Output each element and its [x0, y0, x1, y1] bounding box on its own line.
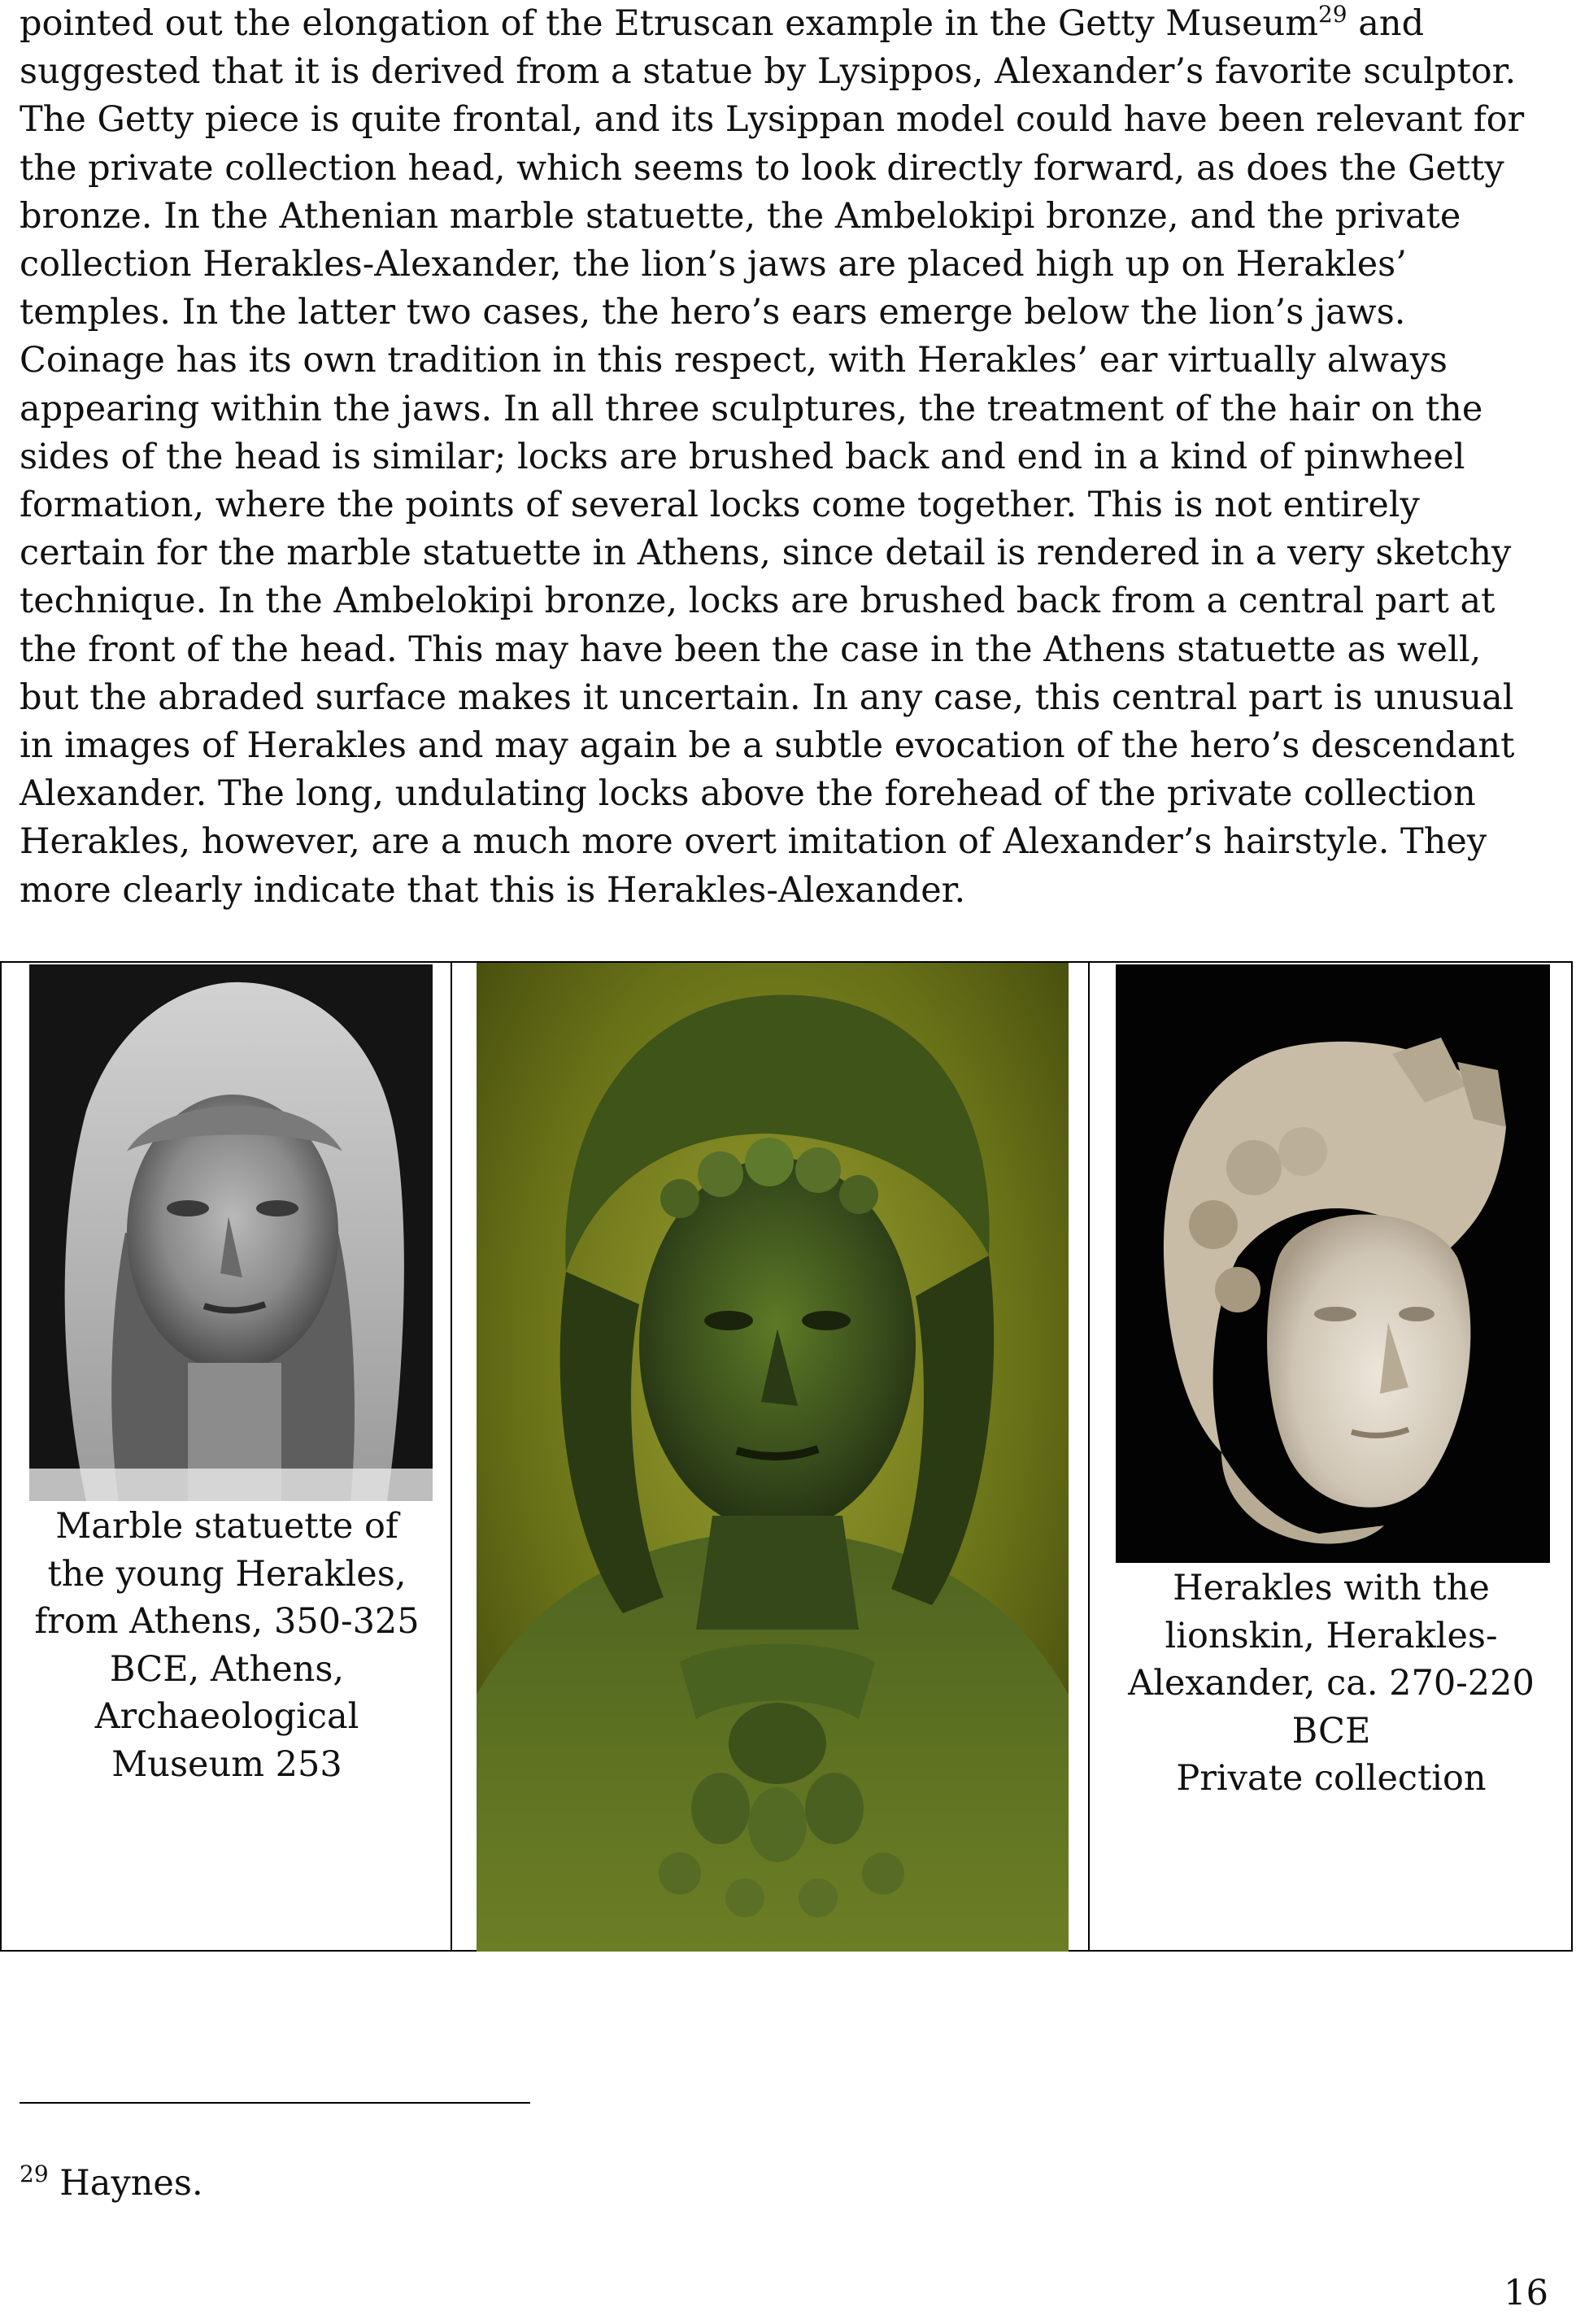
figure-table	[0, 961, 1573, 1952]
footnote	[20, 2159, 203, 2208]
body-line: collection Herakles-Alexander, the lion’s jaws are placed high up on Herakles’	[20, 244, 1407, 285]
body-line: technique. In the Ambelokipi bronze, locks are brushed back from a central part at	[20, 581, 1495, 622]
marble-statuette-image	[29, 964, 433, 1501]
footnote-reference[interactable]: 29	[1317, 1, 1347, 28]
herakles-alexander-image	[1116, 964, 1550, 1563]
herakles-alexander-photo	[1116, 964, 1550, 1563]
figure-cell-private-collection	[1090, 963, 1573, 1950]
bronze-herakles-photo	[477, 963, 1069, 1952]
body-line: pointed out the elongation of the Etruscan example in the Getty Museum$^{29}$ and	[20, 1, 1425, 44]
body-line: certain for the marble statuette in Athens, since detail is rendered in a very sketchy	[20, 533, 1512, 574]
page-number: 16	[1504, 2273, 1548, 2313]
body-line: The Getty piece is quite frontal, and its Lysippan model could have been relevant for	[20, 99, 1525, 141]
figure-cell-marble-statuette	[2, 963, 452, 1950]
footnote-text: Haynes.	[48, 2163, 203, 2204]
body-line: the front of the head. This may have been the case in the Athens statuette as well,	[20, 629, 1482, 670]
body-line: Alexander. The long, undulating locks above the forehead of the private collection	[20, 773, 1476, 815]
body-line: in images of Herakles and may again be a subtle evocation of the hero’s descendant	[20, 725, 1515, 767]
body-line: suggested that it is derived from a statue by Lysippos, Alexander’s favorite sculptor.	[20, 51, 1517, 93]
footnote-number: 29	[20, 2161, 49, 2187]
body-line: appearing within the jaws. In all three sculptures, the treatment of the hair on the	[20, 388, 1483, 429]
body-line: more clearly indicate that this is Herakles-Alexander.	[20, 869, 966, 911]
body-line: Herakles, however, are a much more overt imitation of Alexander’s hairstyle. They	[20, 821, 1487, 863]
marble-statuette-photo	[29, 964, 433, 1501]
footnote-separator	[20, 2102, 530, 2104]
body-line: Coinage has its own tradition in this respect, with Herakles’ ear virtually always	[20, 340, 1448, 381]
body-line: bronze. In the Athenian marble statuette, the Ambelokipi bronze, and the private	[20, 195, 1461, 237]
body-line: temples. In the latter two cases, the hero’s ears emerge below the lion’s jaws.	[20, 292, 1406, 333]
body-line: sides of the head is similar; locks are brushed back and end in a kind of pinwheel	[20, 436, 1465, 477]
body-line: the private collection head, which seems to look directly forward, as does the Getty	[20, 147, 1504, 189]
caption-private-collection: Herakles with the lionskin, Herakles- Alexander, ca. 270-220 BCE Private collection	[1128, 1568, 1535, 1799]
figure-cell-bronze	[452, 963, 1090, 1950]
body-paragraph	[20, 0, 1548, 915]
body-line: formation, where the points of several locks come together. This is not entirely	[20, 485, 1420, 526]
body-line: but the abraded surface makes it uncertain. In any case, this central part is unusual	[20, 677, 1514, 718]
caption-marble-statuette: Marble statuette of the young Herakles, from Athens, 350-325 BCE, Athens, Archaeological Museum 253	[34, 1506, 420, 1785]
bronze-herakles-image	[477, 963, 1069, 1952]
